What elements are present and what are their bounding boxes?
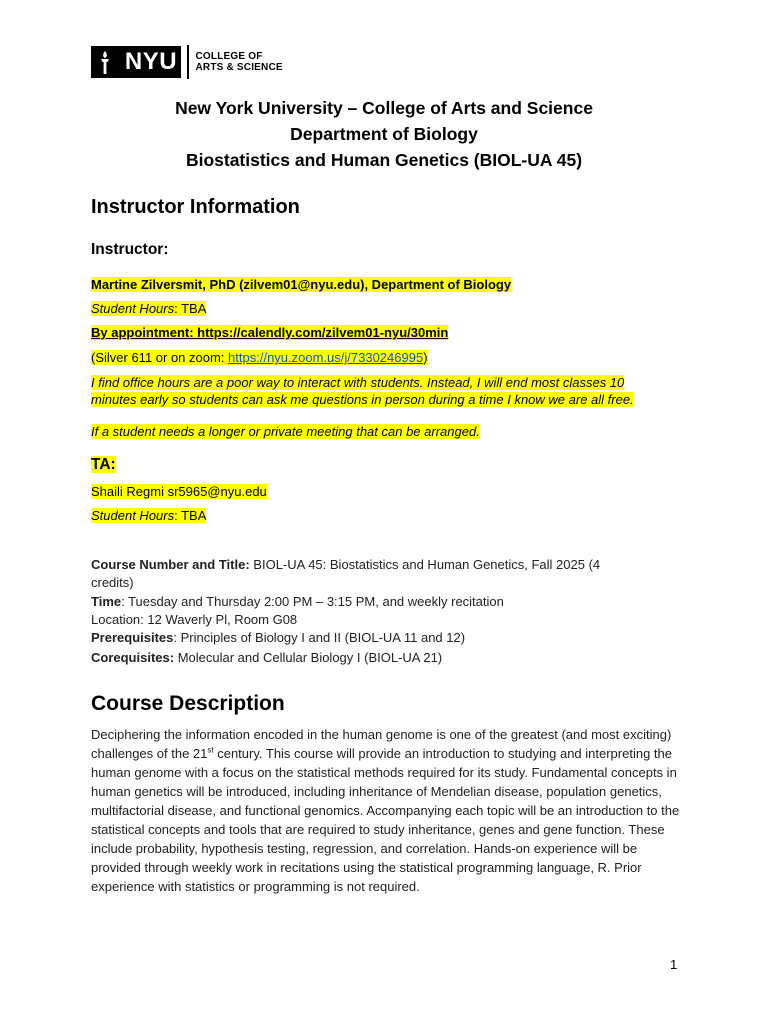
appointment-link[interactable]: By appointment: https://calendly.com/zilvem01-nyu/30min [91,325,449,340]
heading-department: Department of Biology [290,124,478,144]
nyu-logo [91,46,283,78]
corequisites-line [91,649,442,667]
private-meeting-note [91,423,480,441]
corequisites-value: Molecular and Cellular Biology I (BIOL-UA 21) [174,650,443,665]
course-description-title: Course Description [91,692,285,715]
document-heading [0,95,768,173]
ta-label: TA: [91,456,116,473]
ta-hours-line [91,507,206,525]
description-text-part1: Deciphering the information encoded in the human genome is one of the greatest (and most exciting) challenges of the 21 [91,727,672,761]
appointment-line [91,324,448,342]
logo-divider [187,45,189,79]
instructor-name: Martine Zilversmit, PhD (zilvem01@nyu.edu), Department of Biology [91,277,512,292]
student-hours-line [91,300,206,318]
course-number-line [91,556,600,574]
page-number: 1 [670,957,678,972]
course-number-value: BIOL-UA 45: Biostatistics and Human Genetics, Fall 2025 (4 [249,557,601,572]
ta-hours-value: : TBA [174,508,207,523]
office-hours-note-line2: minutes early so students can ask me questions in person during a time I know we are all free. [91,392,634,407]
location-prefix: (Silver 611 or on zoom: [91,350,229,365]
logo-subtitle [196,51,283,73]
course-time-line [91,593,504,611]
course-time-label: Time [91,594,122,609]
logo-brand: NYU [119,46,181,78]
private-meeting-text: If a student needs a longer or private meeting that can be arranged. [91,424,480,439]
course-time-value: : Tuesday and Thursday 2:00 PM – 3:15 PM, and weekly recitation [121,594,504,609]
course-description-text [91,725,686,896]
description-text-part2: century. This course will provide an introduction to studying and interpreting the human genome with a focus on the statistical methods required for its study. Fundamental concepts in human genetics will be introduced, including inheritance of Mendelian disease, population genetics, multifactorial disease, and functional genomics. Accompanying each topic will be an introduction to the statistical concepts and tools that are required to study inheritance, genes and gene function. These include probability, hypothesis testing, regression, and correlation. Hands-on experience will be provided through weekly work in recitations using the statistical programming language, R. Prior experience with statistics or programming is not required. [91,746,680,894]
course-number-label: Course Number and Title: [91,557,250,572]
instructor-name-line [91,276,511,294]
office-hours-note [91,374,634,408]
course-location-line: Location: 12 Waverly Pl, Room G08 [91,612,298,627]
zoom-link[interactable]: https://nyu.zoom.us/j/7330246995 [228,350,424,365]
course-credits-line: credits) [91,575,134,590]
instructor-label: Instructor: [91,241,169,258]
logo-subtitle-line2: ARTS & SCIENCE [195,62,283,73]
student-hours-value: : TBA [174,301,207,316]
ta-name: Shaili Regmi sr5965@nyu.edu [91,484,267,499]
prerequisites-label: Prerequisites [91,630,174,645]
ta-label-wrap [91,456,116,474]
prerequisites-line [91,629,465,647]
ta-name-line [91,483,267,501]
office-hours-note-line1: I find office hours are a poor way to interact with students. Instead, I will end most classes 10 [91,375,625,390]
student-hours-label: Student Hours [91,301,175,316]
location-line [91,349,428,367]
ta-hours-label: Student Hours [91,508,175,523]
torch-icon [91,46,119,78]
heading-university: New York University – College of Arts and Science [175,98,593,118]
corequisites-label: Corequisites: [91,650,175,665]
location-suffix: ) [423,350,428,365]
logo-subtitle-line1: COLLEGE OF [195,51,263,62]
heading-course: Biostatistics and Human Genetics (BIOL-UA 45) [185,150,583,170]
description-superscript: st [207,745,214,755]
prerequisites-value: : Principles of Biology I and II (BIOL-UA 11 and 12) [173,630,466,645]
instructor-section-title: Instructor Information [91,196,300,218]
